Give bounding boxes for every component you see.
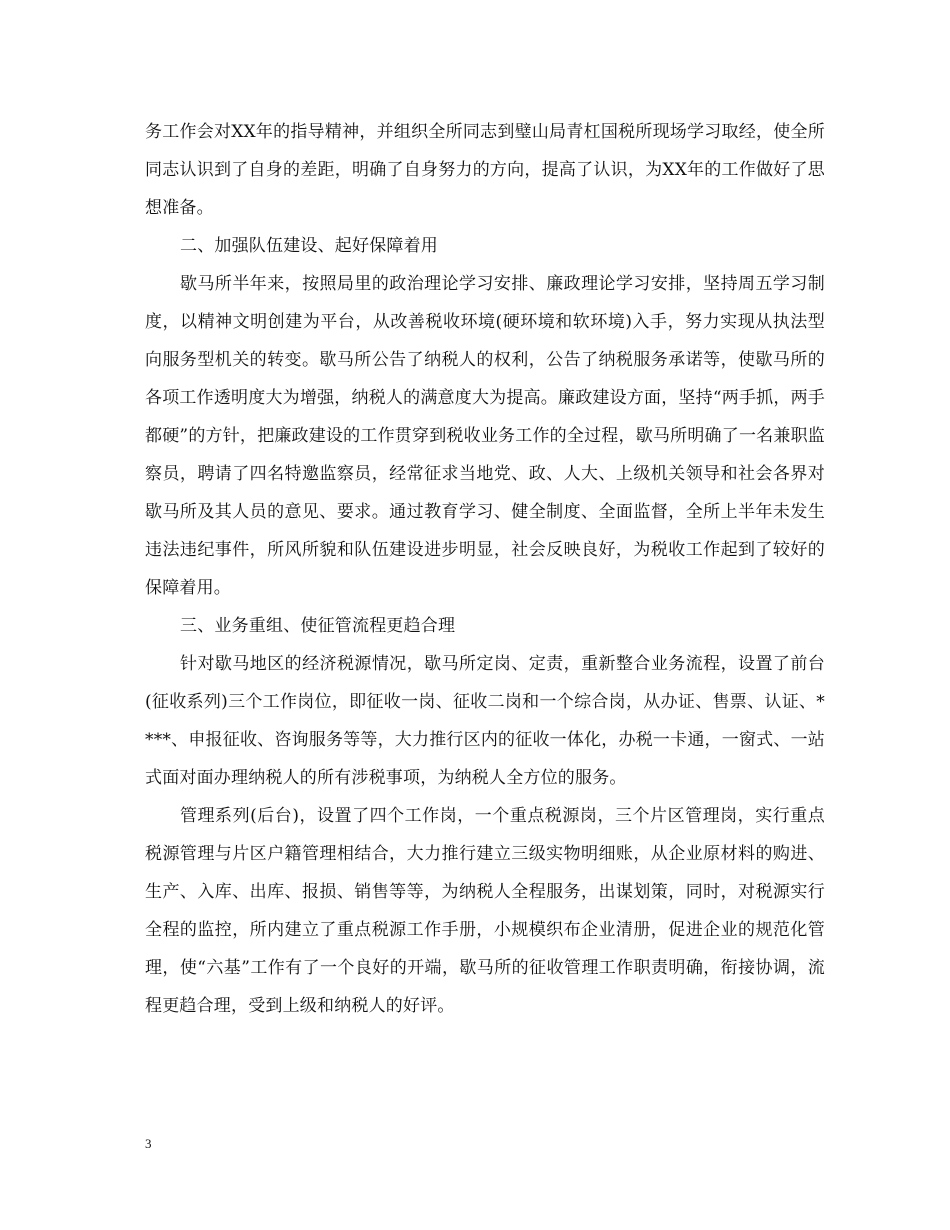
paragraph-team-building: 歇马所半年来，按照局里的政治理论学习安排、廉政理论学习安排，坚持周五学习制度，以精神文明创建为平台，从改善税收环境(硬环境和软环境)入手，努力实现从执法型向服务型机关的转变。歇马所公告了纳税人的权利，公告了纳税服务承诺等，使歇马所的各项工作透明度大为增强，纳税人的满意度大为提高。廉政建设方面，坚持“两手抓，两手都硬”的方针，把廉政建设的工作贯穿到税收业务工作的全过程，歇马所明确了一名兼职监察员，聘请了四名特邀监察员，经常征求当地党、政、人大、上级机关领导和社会各界对歇马所及其人员的意见、要求。通过教育学习、健全制度、全面监督，全所上半年未发生违法违纪事件，所风所貌和队伍建设进步明显，社会反映良好，为税收工作起到了较好的保障着用。: [145, 274, 825, 598]
document-body: [145, 113, 825, 1025]
paragraph-intro-continuation: 务工作会对XX年的指导精神，并组织全所同志到璧山局青杠国税所现场学习取经，使全所同志认识到了自身的差距，明确了自身努力的方向，提高了认识，为XX年的工作做好了思想准备。: [145, 122, 825, 218]
page-number: 3: [145, 1136, 152, 1151]
paragraph-back-office: 管理系列(后台)，设置了四个工作岗，一个重点税源岗，三个片区管理岗，实行重点税源管理与片区户籍管理相结合，大力推行建立三级实物明细账，从企业原材料的购进、生产、入库、出库、报损、销售等等，为纳税人全程服务，出谋划策，同时，对税源实行全程的监控，所内建立了重点税源工作手册，小规模织布企业清册，促进企业的规范化管理，使“六基”工作有了一个良好的开端，歇马所的征收管理工作职责明确，衔接协调，流程更趋合理，受到上级和纳税人的好评。: [145, 806, 825, 1016]
section-heading-team-building: 二、加强队伍建设、起好保障着用: [180, 236, 438, 256]
paragraph-front-desk: 针对歇马地区的经济税源情况，歇马所定岗、定责，重新整合业务流程，设置了前台(征收系列)三个工作岗位，即征收一岗、征收二岗和一个综合岗，从办证、售票、认证、****、申报征收、咨询服务等等，大力推行区内的征收一体化，办税一卡通，一窗式、一站式面对面办理纳税人的所有涉税事项，为纳税人全方位的服务。: [145, 654, 825, 788]
section-heading-business-reorganization: 三、业务重组、使征管流程更趋合理: [180, 616, 456, 636]
